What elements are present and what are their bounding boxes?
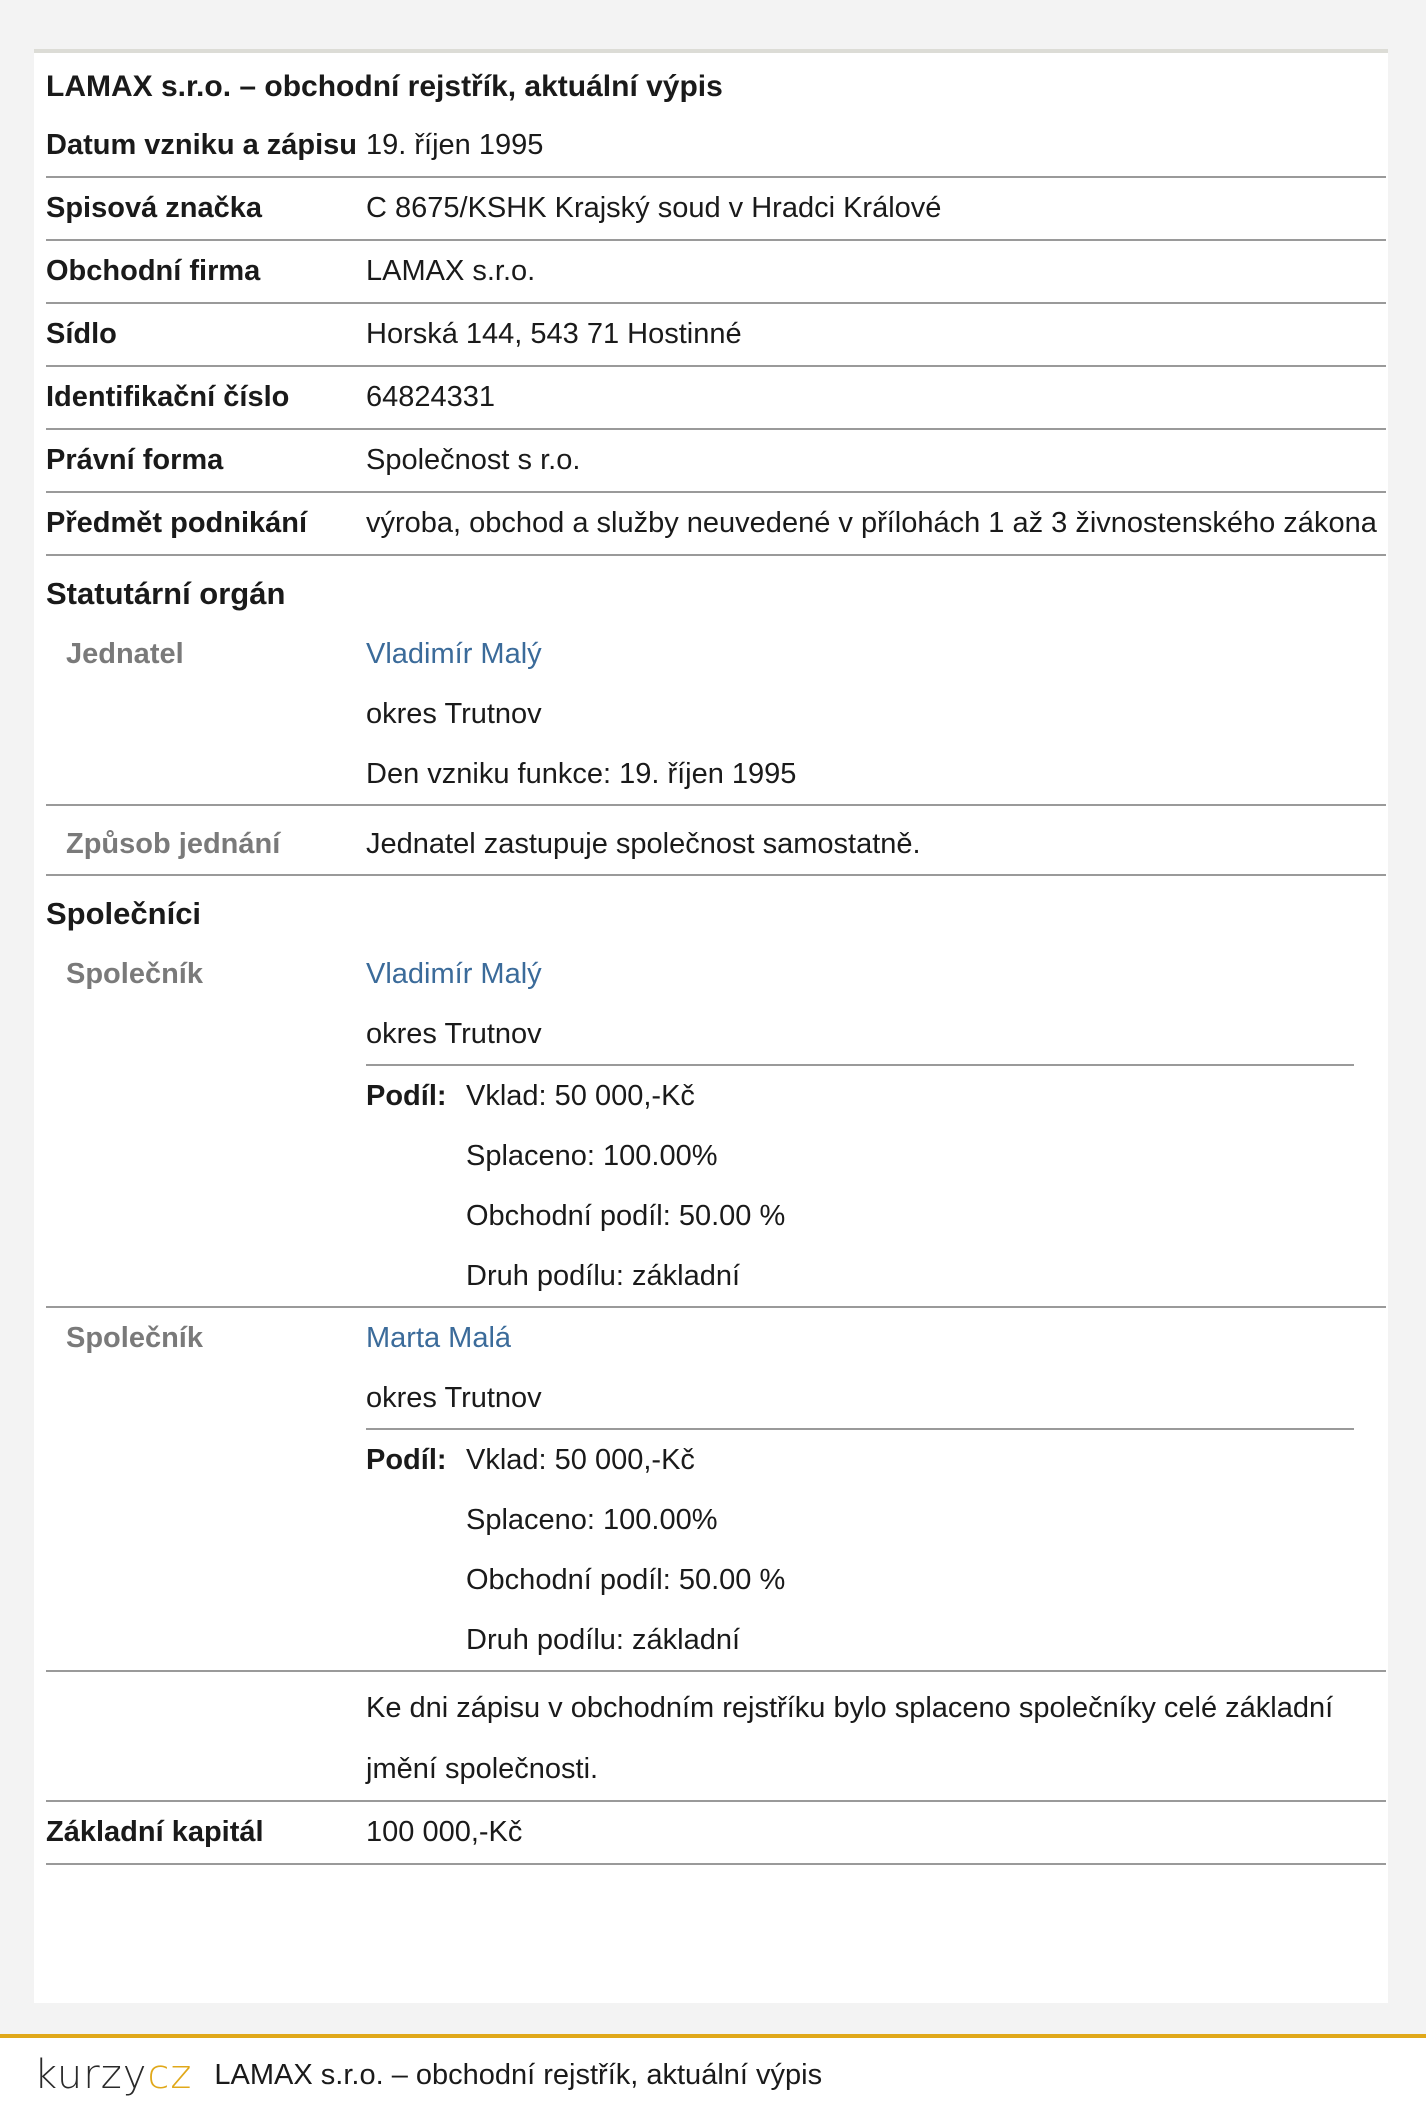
row-label: Datum vzniku a zápisu <box>46 129 358 161</box>
jednatel-details <box>366 624 1386 804</box>
partner-share <box>366 1430 1386 1670</box>
partner-role: Společník <box>66 1322 203 1354</box>
row-predmet-podnikani <box>46 493 1386 556</box>
footer-bar <box>0 2034 1426 2112</box>
row-ico <box>46 367 1386 430</box>
partner-district: okres Trutnov <box>366 1018 542 1050</box>
partner-role: Společník <box>66 958 203 990</box>
podil-obchodni: Obchodní podíl: 50.00 % <box>466 1200 786 1232</box>
statutory-heading: Statutární orgán <box>46 576 286 611</box>
podil-vklad: Vklad: 50 000,-Kč <box>466 1444 695 1476</box>
jednatel-name-link[interactable]: Vladimír Malý <box>366 638 542 670</box>
row-label: Právní forma <box>46 444 224 476</box>
note-label-empty <box>46 1678 366 1800</box>
row-label: Spisová značka <box>46 192 262 224</box>
podil-splaceno: Splaceno: 100.00% <box>466 1140 718 1172</box>
partner-1 <box>46 944 1386 1308</box>
statutory-jednatel <box>46 624 1386 806</box>
partner-2 <box>46 1308 1386 1672</box>
partner-district: okres Trutnov <box>366 1382 542 1414</box>
row-label: Identifikační číslo <box>46 381 290 413</box>
row-datum-vzniku <box>46 115 1386 178</box>
registry-card <box>34 49 1388 2003</box>
podil-label: Podíl: <box>366 1444 447 1476</box>
podil-druh: Druh podílu: základní <box>466 1624 741 1656</box>
capital-note: Ke dni zápisu v obchodním rejstříku bylo splaceno společníky celé základní jmění společnosti. <box>366 1692 1334 1785</box>
row-value: výroba, obchod a služby neuvedené v přílohách 1 až 3 živnostenského zákona <box>366 507 1377 539</box>
zpusob-jednani-row <box>46 806 1386 876</box>
page-title: LAMAX s.r.o. – obchodní rejstřík, aktuální výpis <box>46 70 723 103</box>
row-label: Předmět podnikání <box>46 507 308 539</box>
partner-name-link[interactable]: Marta Malá <box>366 1322 512 1354</box>
partners-heading: Společníci <box>46 896 202 931</box>
row-value: C 8675/KSHK Krajský soud v Hradci Králové <box>366 192 942 224</box>
partner-details <box>366 1308 1386 1670</box>
row-value: 19. říjen 1995 <box>366 129 544 161</box>
row-value: Horská 144, 543 71 Hostinné <box>366 318 742 350</box>
capital-note-row <box>46 1672 1386 1802</box>
row-pravni-forma <box>46 430 1386 493</box>
zpusob-jednani-value: Jednatel zastupuje společnost samostatně. <box>366 828 921 860</box>
row-zakladni-kapital <box>46 1802 1386 1865</box>
footer-title: LAMAX s.r.o. – obchodní rejstřík, aktuální výpis <box>214 2058 823 2091</box>
podil-details <box>466 1066 785 1306</box>
partner-details <box>366 944 1386 1306</box>
jednatel-district: okres Trutnov <box>366 698 542 730</box>
podil-vklad: Vklad: 50 000,-Kč <box>466 1080 695 1112</box>
zpusob-jednani-label: Způsob jednání <box>66 828 281 860</box>
row-value: LAMAX s.r.o. <box>366 255 536 287</box>
row-label: Základní kapitál <box>46 1816 264 1848</box>
row-value: 100 000,-Kč <box>366 1816 523 1848</box>
logo-kurzy: kurzy <box>34 2052 148 2098</box>
row-label: Sídlo <box>46 318 117 350</box>
logo-cz: cz <box>147 2052 193 2098</box>
row-value: 64824331 <box>366 381 496 413</box>
row-sidlo <box>46 304 1386 367</box>
row-obchodni-firma <box>46 241 1386 304</box>
podil-obchodni: Obchodní podíl: 50.00 % <box>466 1564 786 1596</box>
partner-name-link[interactable]: Vladimír Malý <box>366 958 542 990</box>
jednatel-label: Jednatel <box>66 638 184 670</box>
row-spisova-znacka <box>46 178 1386 241</box>
kurzy-logo[interactable] <box>34 2052 192 2098</box>
partner-share <box>366 1066 1386 1306</box>
podil-druh: Druh podílu: základní <box>466 1260 741 1292</box>
podil-label: Podíl: <box>366 1080 447 1112</box>
row-label: Obchodní firma <box>46 255 261 287</box>
row-value: Společnost s r.o. <box>366 444 581 476</box>
jednatel-since: Den vzniku funkce: 19. říjen 1995 <box>366 758 797 790</box>
podil-details <box>466 1430 785 1670</box>
registry-content <box>46 53 1386 1865</box>
podil-splaceno: Splaceno: 100.00% <box>466 1504 718 1536</box>
